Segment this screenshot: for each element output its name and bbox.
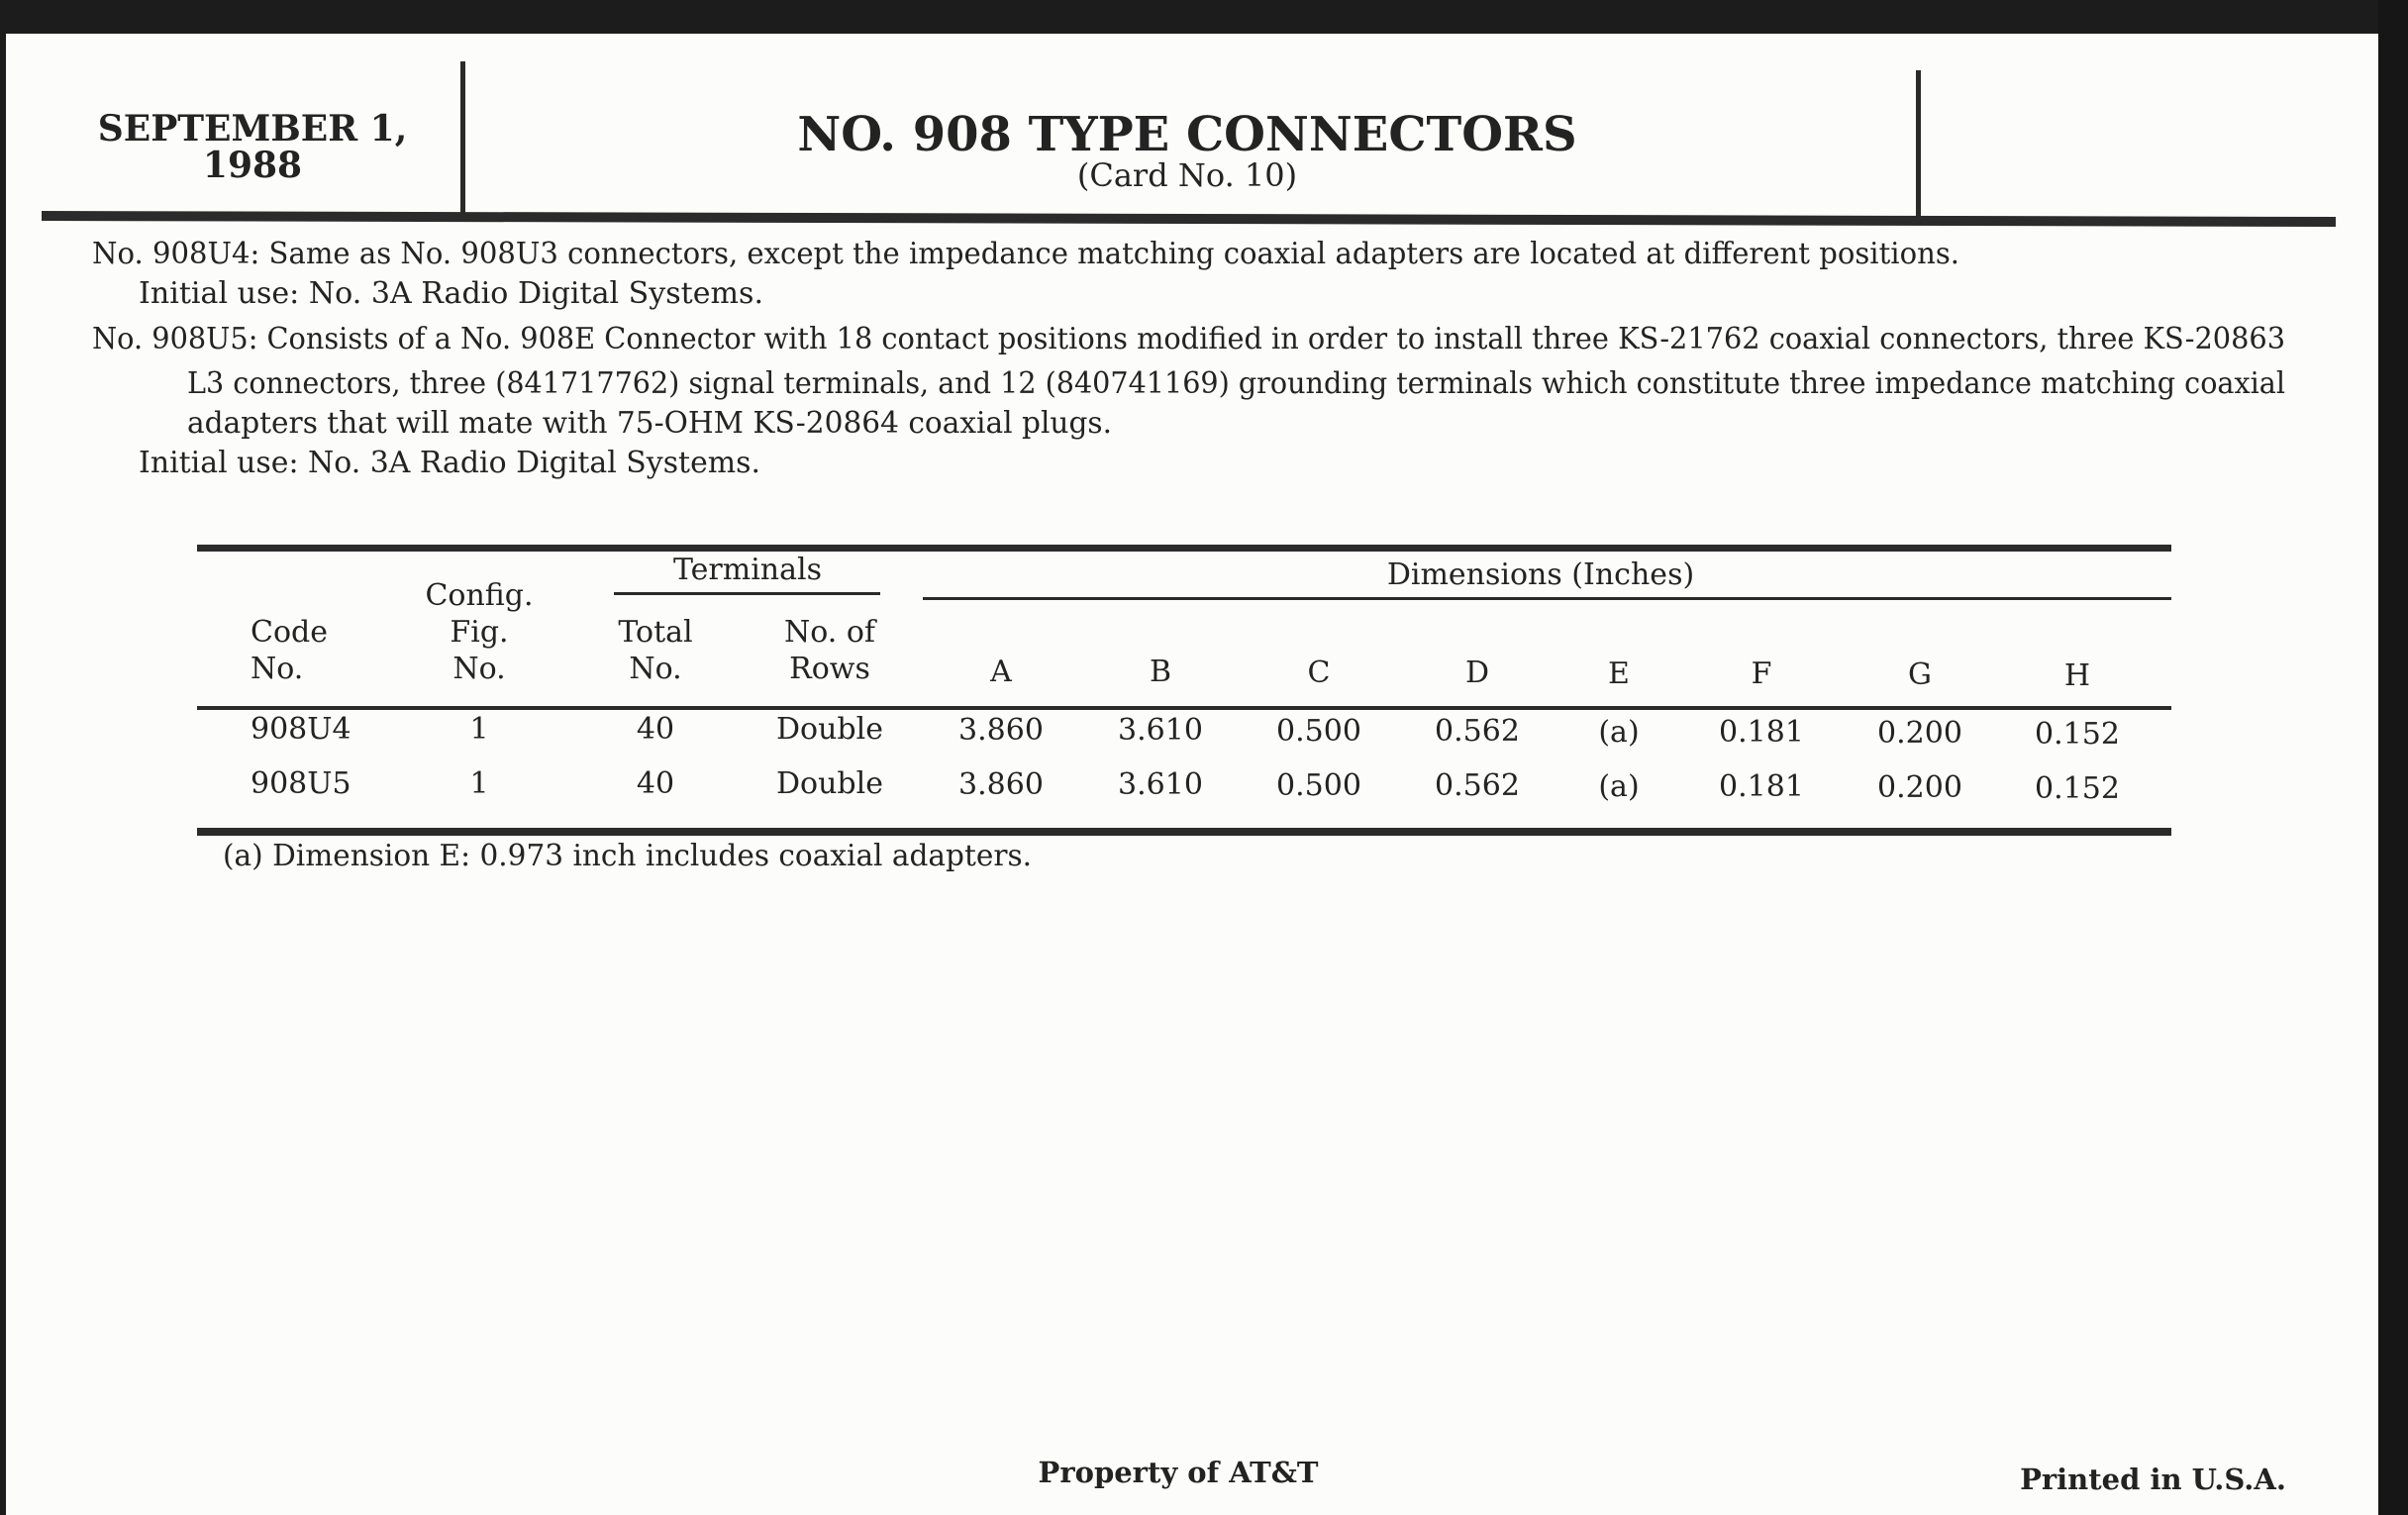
cell-dim-f: 0.181 [1719, 715, 1804, 750]
cell-rows: Double [776, 712, 883, 747]
header-dim-a: A [990, 655, 1012, 689]
header-dim-b: B [1149, 655, 1172, 689]
cell-dim-b: 3.610 [1118, 767, 1203, 802]
group-header-dimensions: Dimensions (Inches) [1386, 557, 1695, 592]
header-code-1: Code [251, 615, 328, 650]
header-dim-c: C [1307, 656, 1331, 690]
cell-dim-e: (a) [1598, 715, 1640, 750]
header-dim-g: G [1908, 657, 1932, 692]
cell-total: 40 [636, 712, 675, 747]
description-908u5-line2: L3 connectors, three (841717762) signal terminals, and 12 (840741169) grounding terminals which constitute three impedance matching coaxial [187, 366, 2285, 401]
initial-use-908u5: Initial use: No. 3A Radio Digital Systems. [139, 446, 760, 480]
header-config-2: Fig. [450, 615, 509, 650]
page-title: NO. 908 TYPE CONNECTORS [797, 107, 1577, 162]
dimensions-underline [923, 597, 2171, 600]
group-header-terminals: Terminals [672, 553, 823, 587]
header-total-2: No. [629, 652, 682, 686]
cell-dim-f: 0.181 [1719, 769, 1804, 804]
date-line-1: SEPTEMBER 1, [97, 108, 408, 150]
cell-code: 908U5 [251, 766, 351, 801]
header-config-1: Config. [425, 578, 534, 613]
cell-dim-b: 3.610 [1118, 713, 1203, 748]
description-908u4: No. 908U4: Same as No. 908U3 connectors, except the impedance matching coaxial adapters are located at different positions. [92, 237, 1959, 271]
description-908u5-line1: No. 908U5: Consists of a No. 908E Connector with 18 contact positions modified in order to install three KS-21762 coaxial connectors, three KS-20863 [92, 322, 2285, 356]
cell-dim-h: 0.152 [2035, 717, 2120, 752]
footer-printed: Printed in U.S.A. [2020, 1463, 2286, 1496]
cell-dim-c: 0.500 [1276, 714, 1361, 749]
cell-rows: Double [776, 766, 883, 801]
cell-total: 40 [636, 766, 675, 801]
header-rows-1: No. of [783, 615, 876, 650]
scan-border [2378, 0, 2408, 1515]
header-dim-f: F [1751, 656, 1772, 691]
cell-dim-e: (a) [1598, 769, 1640, 804]
header-total-1: Total [618, 615, 693, 650]
cell-dim-a: 3.860 [958, 767, 1044, 802]
table-top-rule [197, 545, 2171, 552]
cell-code: 908U4 [251, 712, 351, 747]
header-rows-2: Rows [789, 652, 870, 686]
card-number: (Card No. 10) [1076, 156, 1298, 194]
cell-dim-h: 0.152 [2035, 771, 2120, 806]
cell-config: 1 [469, 766, 489, 801]
description-908u5-line3: adapters that will mate with 75-OHM KS-20864 coaxial plugs. [187, 406, 1112, 441]
cell-dim-c: 0.500 [1276, 768, 1361, 803]
header-code-2: No. [251, 652, 304, 686]
table-footnote: (a) Dimension E: 0.973 inch includes coaxial adapters. [223, 839, 1032, 873]
cell-dim-g: 0.200 [1877, 770, 1962, 805]
table-bottom-rule [197, 828, 2171, 836]
header-dim-d: D [1464, 656, 1490, 690]
terminals-underline [614, 592, 880, 595]
cell-dim-d: 0.562 [1435, 768, 1520, 803]
cell-dim-d: 0.562 [1435, 714, 1520, 749]
header-dim-h: H [2063, 658, 2091, 693]
footer-property: Property of AT&T [1038, 1456, 1319, 1489]
initial-use-908u4: Initial use: No. 3A Radio Digital Systems. [139, 276, 763, 311]
header-dim-e: E [1608, 656, 1630, 691]
cell-dim-a: 3.860 [958, 713, 1044, 748]
header-bottom-rule [197, 706, 2171, 710]
cell-dim-g: 0.200 [1877, 716, 1962, 751]
cell-config: 1 [469, 712, 489, 747]
date-line-2: 1988 [202, 145, 303, 186]
header-config-3: No. [452, 652, 506, 686]
